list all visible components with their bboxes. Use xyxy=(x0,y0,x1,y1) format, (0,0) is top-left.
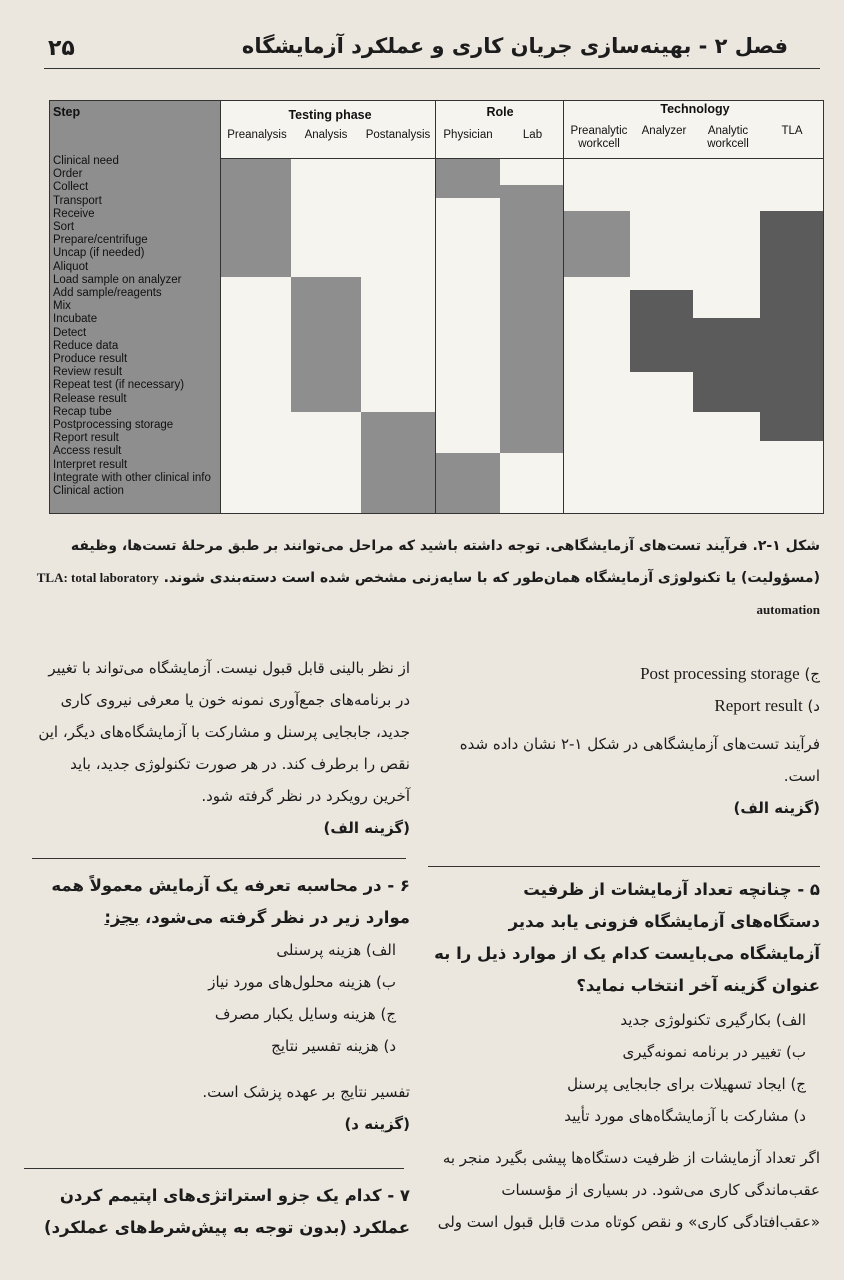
step-label: Integrate with other clinical info xyxy=(53,471,211,484)
question-7: ۷ - کدام یک جزو استراتژی‌های اپتیمم کردن عملکرد (بدون توجه به پیش‌شرط‌های عملکرد) xyxy=(44,1186,410,1237)
right-rule-1 xyxy=(428,866,820,867)
caption-text: شکل ۱-۲. فرآیند تست‌های آزمایشگاهی. توجه داشته باشید که مراحل می‌توانند بر طبق مرحلهٔ تست‌ها، وظیفه (مسؤولیت) یا تکنولوژی آزمایشگاه همان‌طور که با سایه‌زنی مشخص شده است دسته‌بندی شوند. xyxy=(70,538,820,586)
figure-caption xyxy=(22,530,820,626)
col-analysis: Analysis xyxy=(304,129,348,141)
col-tla: TLA xyxy=(781,125,803,137)
testing-phase-header: Testing phase xyxy=(288,108,372,122)
right-column xyxy=(428,658,820,824)
shade-postanalysis xyxy=(361,412,435,513)
step-header: Step xyxy=(53,105,81,119)
q5-options xyxy=(428,1004,820,1132)
step-label: Produce result xyxy=(53,353,128,366)
technology-header: Technology xyxy=(660,102,730,116)
right-column-q5 xyxy=(428,874,820,1238)
header-rule-technology xyxy=(563,158,823,159)
shade-preanalysis xyxy=(220,158,291,277)
question-6: ۶ - در محاسبه تعرفه یک آزمایش معمولاً همه موارد زیر در نظر گرفته می‌شود، بجز: xyxy=(51,876,410,927)
step-label: Incubate xyxy=(53,313,98,326)
question-6-except: بجز: xyxy=(104,908,140,927)
q6-option: ج) هزینه وسایل یکبار مصرف xyxy=(214,1005,396,1023)
header-rule-testing xyxy=(220,158,435,159)
left-column-q6 xyxy=(38,870,410,1140)
page-number: ۲۵ xyxy=(48,36,75,61)
q6-options xyxy=(38,934,410,1062)
option-c: ج) Post processing storage xyxy=(640,664,820,683)
workflow-figure xyxy=(49,100,824,514)
col-preanalytic-workcell: Preanalytic workcell xyxy=(570,125,628,150)
col-lab: Lab xyxy=(522,129,543,141)
step-label: Sort xyxy=(53,221,75,234)
q5-option: ب) تغییر در برنامه نمونه‌گیری xyxy=(622,1043,806,1061)
shade-analysis xyxy=(291,277,361,412)
step-label: Uncap (if needed) xyxy=(53,247,145,260)
header-rule-role xyxy=(435,158,563,159)
divider-step xyxy=(220,101,221,513)
q5-option: ج) ایجاد تسهیلات برای جابجایی پرسنل xyxy=(567,1075,806,1093)
step-label: Clinical need xyxy=(53,155,119,167)
q6-explanation: تفسیر نتایج بر عهده پزشک است. xyxy=(202,1083,410,1101)
option-d-text: Report result xyxy=(714,696,803,715)
header-rule xyxy=(44,68,820,69)
shade-analytic-workcell xyxy=(693,318,760,412)
shade-analyzer xyxy=(630,290,693,372)
divider-role-technology xyxy=(563,101,564,513)
q5-option: د) مشارکت با آزمایشگاه‌های مورد تأیید xyxy=(564,1107,806,1125)
left-rule-1 xyxy=(32,858,406,859)
step-label: Prepare/centrifuge xyxy=(53,234,148,247)
shade-tla xyxy=(760,211,823,441)
shade-physician-bottom xyxy=(436,453,500,513)
shade-preanalytic-workcell xyxy=(564,211,630,277)
shade-physician-top xyxy=(436,158,500,198)
step-label: Order xyxy=(53,168,83,181)
q4-answer: (گزینه الف) xyxy=(733,799,820,817)
question-5: ۵ - چنانچه تعداد آزمایشات از ظرفیت دستگاه‌های آزمایشگاه فزونی یابد مدیر آزمایشگاه می‌بایست کدام یک از موارد ذیل را به عنوان گزینه آخر انتخاب نماید؟ xyxy=(434,880,820,995)
step-label: Load sample on analyzer xyxy=(53,273,182,286)
col-analyzer: Analyzer xyxy=(641,125,687,137)
q4-explanation: فرآیند تست‌های آزمایشگاهی در شکل ۱-۲ نشان داده شده است. xyxy=(459,735,820,785)
step-label: Aliquot xyxy=(53,260,89,273)
shade-lab xyxy=(500,185,563,453)
divider-testing-role xyxy=(435,101,436,513)
left-column xyxy=(38,652,410,844)
col-preanalysis: Preanalysis xyxy=(227,129,287,141)
left-column-q7 xyxy=(38,1180,410,1244)
step-label: Add sample/reagents xyxy=(53,287,162,300)
step-label: Repeat test (if necessary) xyxy=(53,379,185,392)
col-postanalysis: Postanalysis xyxy=(365,129,431,141)
q6-option: الف) هزینه پرسنلی xyxy=(276,941,396,959)
step-list xyxy=(53,155,211,498)
col-physician: Physician xyxy=(443,129,493,141)
running-title: فصل ۲ - بهینه‌سازی جریان کاری و عملکرد آزمایشگاه xyxy=(241,34,788,58)
step-label: Recap tube xyxy=(53,405,112,418)
step-label: Reduce data xyxy=(53,339,119,352)
left-rule-2 xyxy=(24,1168,404,1169)
step-label: Report result xyxy=(53,432,119,445)
option-d: د) Report result xyxy=(714,696,820,715)
q4-continued: از نظر بالینی قابل قبول نیست. آزمایشگاه می‌تواند با تغییر در برنامه‌های جمع‌آوری نمونه خون یا معرفی نیروی کاری جدید، جابجایی پرسنل و مشارکت با آزمایشگاه‌های دیگر، این نقص را برطرف کند. در هر صورت تکنولوژی جدید، باید آخرین رویکرد در نظر گرفته شود. xyxy=(38,659,410,805)
step-label: Postprocessing storage xyxy=(53,419,174,432)
role-header: Role xyxy=(486,105,514,119)
q4-answer-left: (گزینه الف) xyxy=(323,819,410,837)
step-label: Detect xyxy=(53,326,87,339)
caption-abbreviation: TLA: total laboratory automation xyxy=(36,570,820,617)
step-label: Transport xyxy=(53,194,102,207)
q5-explanation: اگر تعداد آزمایشات از ظرفیت دستگاه‌ها پیشی بگیرد منجر به عقب‌ماندگی کاری می‌شود. در بسیاری از مؤسسات «عقب‌افتادگی کاری» و نقص کوتاه مدت قابل قبول است ولی xyxy=(437,1149,820,1231)
option-c-text: Post processing storage xyxy=(640,664,800,683)
step-label: Release result xyxy=(53,392,127,405)
step-label: Mix xyxy=(53,300,71,313)
q6-option: د) هزینه تفسیر نتایج xyxy=(271,1037,396,1055)
step-label: Clinical action xyxy=(53,485,124,498)
step-label: Access result xyxy=(53,445,122,458)
q5-option: الف) بکارگیری تکنولوژی جدید xyxy=(620,1011,806,1029)
step-label: Collect xyxy=(53,181,89,194)
step-label: Review result xyxy=(53,366,123,379)
step-label: Receive xyxy=(53,207,95,220)
step-label: Interpret result xyxy=(53,458,128,471)
q6-option: ب) هزینه محلول‌های مورد نیاز xyxy=(208,973,396,991)
q6-answer: (گزینه د) xyxy=(344,1115,410,1133)
col-analytic-workcell: Analytic workcell xyxy=(707,125,749,150)
